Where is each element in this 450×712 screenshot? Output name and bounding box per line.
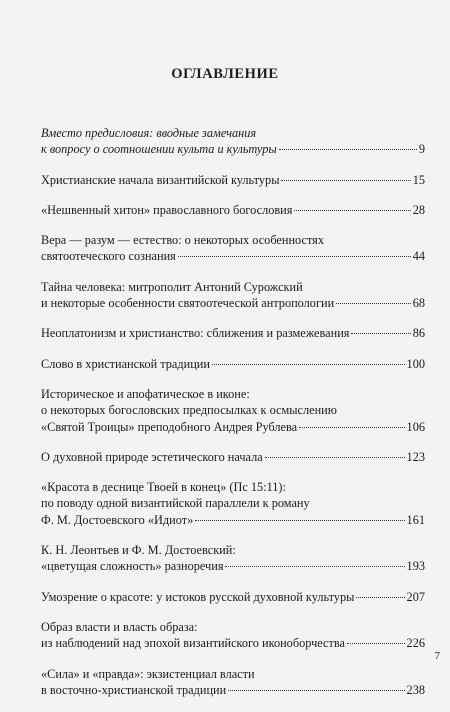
toc-entry [41,449,425,465]
toc-entry [41,479,425,528]
toc-entry-title: Христианские начала византийской культуры [41,172,280,187]
toc-entry-line [41,325,425,341]
dot-leader [294,210,410,211]
toc-entry-page: 207 [406,589,425,604]
toc-entry-line: К. Н. Леонтьев и Ф. М. Достоевский: [41,543,236,558]
dot-leader [299,427,404,428]
toc-entry-line [41,558,425,574]
toc-entry-line: «Сила» и «правда»: экзистенциал власти [41,666,255,681]
toc-entry [41,619,425,652]
toc-entry-line: о некоторых богословских предпосылках к осмыслению [41,403,337,418]
toc-entry-line [41,512,425,528]
page-number: 7 [434,650,440,662]
toc-entry [41,356,425,372]
dot-leader [265,457,405,458]
toc-entry [41,172,425,188]
toc-entry-line [41,141,425,157]
toc-entry-title: и некоторые особенности святоотеческой антропологии [41,296,335,311]
dot-leader [347,643,405,644]
toc-entry [41,386,425,435]
toc-entry-title: Ф. М. Достоевского «Идиот» [41,512,194,527]
toc-entry-title: из наблюдений над эпохой византийского иконоборчества [41,636,345,651]
toc-entry-line [41,295,425,311]
toc-entry-line: Тайна человека: митрополит Антоний Сурожский [41,279,303,294]
dot-leader [228,690,404,691]
toc-entry-line: по поводу одной византийской параллели к роману [41,496,310,511]
dot-leader [281,180,410,181]
toc-entry [41,589,425,605]
dot-leader [351,333,410,334]
toc-entry-page: 15 [412,172,425,187]
toc-entry-line [41,589,425,605]
toc-entry-title: Умозрение о красоте: у истоков русской духовной культуры [41,589,355,604]
dot-leader [336,303,411,304]
toc-entry-page: 238 [406,682,425,697]
toc-entry-line: Вера — разум — естество: о некоторых особенностях [41,233,324,248]
dot-leader [356,597,404,598]
toc-entry-title: «Святой Троицы» преподобного Андрея Рублева [41,419,298,434]
toc-entry-title: «Нешвенный хитон» православного богословия [41,202,293,217]
toc-entry-line [41,202,425,218]
toc-entry-line [41,172,425,188]
dot-leader [279,149,417,150]
toc-heading: ОГЛАВЛЕНИЕ [171,66,279,82]
toc-entry [41,666,425,699]
toc-entry-page: 86 [412,326,425,341]
toc-entry-title: «цветущая сложность» разноречия [41,559,224,574]
toc-entry-line [41,635,425,651]
toc-entry [41,125,425,158]
dot-leader [225,566,404,567]
dot-leader [178,256,411,257]
dot-leader [195,520,404,521]
toc-entry-page: 100 [406,356,425,371]
toc-entry-page: 44 [412,249,425,264]
toc-entry-title: святоотеческого сознания [41,249,176,264]
toc-entry-title: Слово в христианской традиции [41,356,210,371]
toc-entry-page: 9 [418,142,425,157]
toc-entry-line [41,356,425,372]
toc-entry-page: 123 [406,449,425,464]
toc-entry-line: «Красота в деснице Твоей в конец» (Пс 15:11): [41,480,286,495]
toc-entry-page: 28 [412,202,425,217]
toc-entry-line [41,449,425,465]
toc-entry-title: в восточно-христианской традиции [41,682,227,697]
toc-entry-page: 226 [406,636,425,651]
toc-entry-page: 193 [406,559,425,574]
toc-entry-line: Вместо предисловия: вводные замечания [41,126,257,140]
toc-entry-line [41,419,425,435]
toc-entry-line [41,248,425,264]
toc-entry-line [41,682,425,698]
dot-leader [212,364,405,365]
toc-entry-title: О духовной природе эстетического начала [41,449,263,464]
toc-entry [41,542,425,575]
toc-entry-line: Образ власти и власть образа: [41,619,198,634]
toc-entry-page: 106 [406,419,425,434]
toc-entry [41,279,425,312]
toc-entry [41,232,425,265]
table-of-contents [41,125,425,712]
toc-entry-line: Историческое и апофатическое в иконе: [41,386,250,401]
toc-entry [41,325,425,341]
toc-entry [41,202,425,218]
toc-entry-page: 68 [412,296,425,311]
toc-entry-page: 161 [406,512,425,527]
toc-entry-title: к вопросу о соотношении культа и культуры [41,142,277,157]
toc-entry-title: Неоплатонизм и христианство: сближения и размежевания [41,326,350,341]
